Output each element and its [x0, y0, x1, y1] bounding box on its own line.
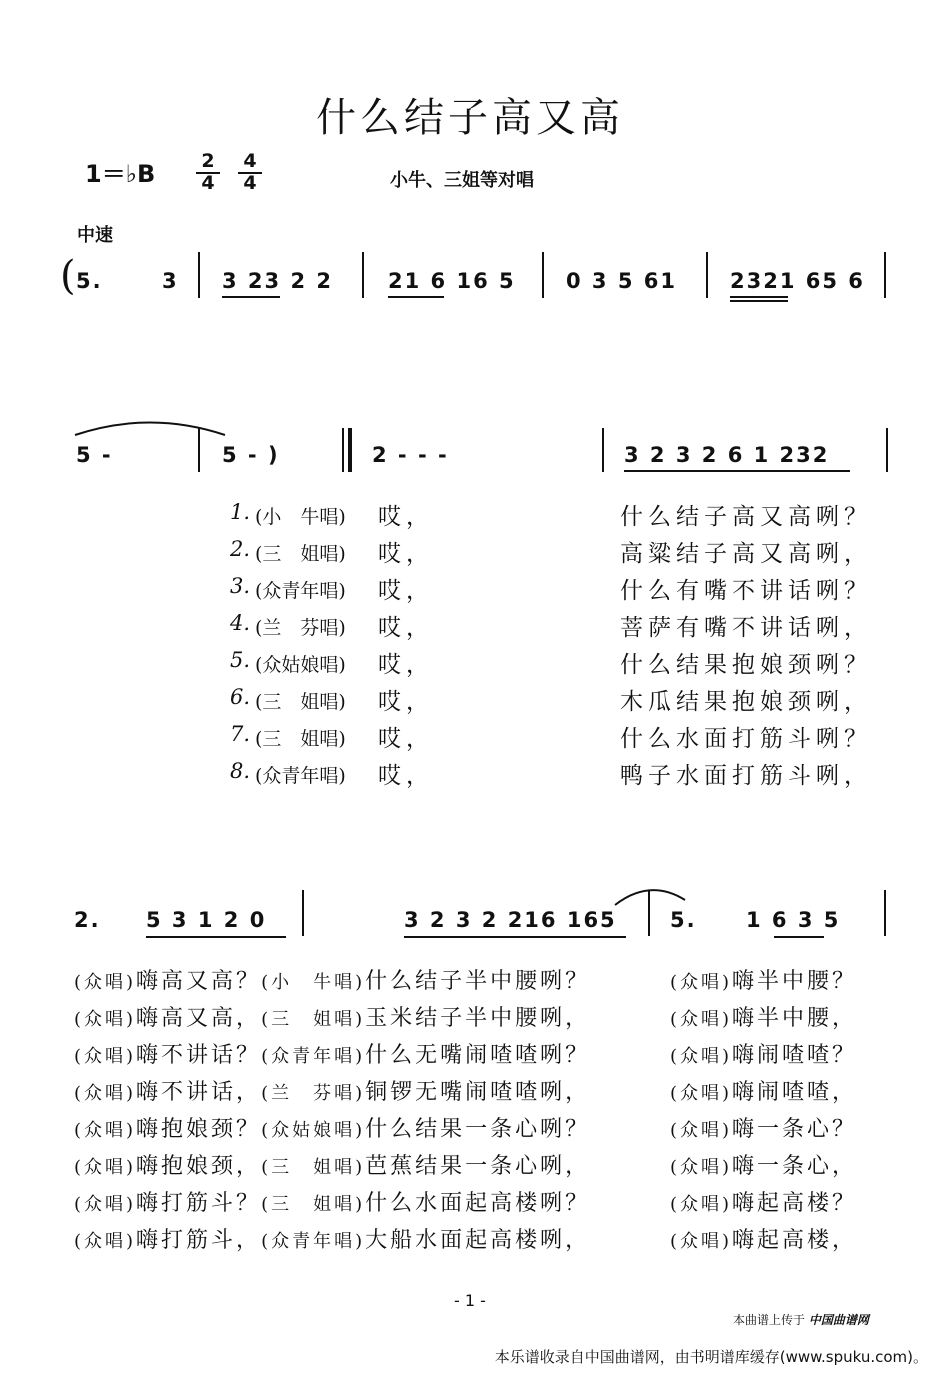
verse2-text: 芭蕉结果一条心咧， — [365, 1154, 591, 1179]
staff3-note: 5. — [670, 908, 697, 932]
verse-line: 什么结果抱娘颈咧？ — [620, 652, 872, 678]
verse2-text: 嗨半中腰？ — [732, 969, 858, 994]
verse-role: (众姑娘唱) — [255, 654, 346, 676]
chorus-label: (众唱) — [670, 972, 733, 993]
verse-hai: 哎， — [378, 726, 434, 752]
verse-number: 3. — [230, 574, 251, 598]
footer-source: 本乐谱收录自中国曲谱网，由书明谱库缓存(www.spuku.com)。 — [494, 1348, 928, 1366]
verse-number: 5. — [230, 648, 251, 672]
beam-line — [388, 296, 444, 298]
page-number: - 1 - — [454, 1291, 486, 1310]
verse2-row — [74, 1001, 590, 1032]
chorus-label: (众唱) — [74, 1083, 137, 1104]
verse-line: 高粱结子高又高咧， — [620, 541, 872, 567]
barline — [362, 252, 364, 298]
beam-line — [730, 300, 788, 302]
chorus-label: (众唱) — [74, 1120, 137, 1141]
staff2-note: 5 - — [76, 443, 113, 467]
verse-line: 菩萨有嘴不讲话咧， — [620, 615, 872, 641]
verse-hai: 哎， — [378, 504, 434, 530]
brace-symbol: ( — [60, 253, 76, 299]
staff1-note: 0 3 5 61 — [566, 269, 677, 293]
verse2-tail — [670, 1075, 857, 1106]
verse-role: (众青年唱) — [255, 580, 346, 602]
barline — [884, 890, 886, 936]
verse2-tail — [670, 1001, 857, 1032]
chorus-label: (众唱) — [670, 1083, 733, 1104]
verse2-text: 嗨不讲话， — [136, 1080, 262, 1105]
staff2-note: 5 - ) — [222, 443, 280, 467]
verse-number: 1. — [230, 500, 251, 524]
chorus-label: (众唱) — [670, 1046, 733, 1067]
verse-role: (三 姐唱) — [255, 691, 346, 713]
repeat-barline-thick — [342, 428, 344, 472]
verse2-text: 嗨抱娘颈， — [136, 1154, 262, 1179]
verse2-role: (众青年唱) — [261, 1046, 366, 1067]
verse2-text: 玉米结子半中腰咧， — [365, 1006, 591, 1031]
verse2-text: 嗨一条心？ — [732, 1117, 858, 1142]
song-title: 什么结子高又高 — [316, 95, 624, 141]
verse-hai: 哎， — [378, 578, 434, 604]
staff1-note: 3 — [162, 269, 179, 293]
verse-hai: 哎， — [378, 615, 434, 641]
barline — [884, 252, 886, 298]
barline — [542, 252, 544, 298]
staff3-note: 3 2 3 2 216 165 — [404, 908, 617, 932]
verse2-tail — [670, 1038, 857, 1069]
chorus-label: (众唱) — [74, 1157, 137, 1178]
verse2-text: 嗨高又高， — [136, 1006, 262, 1031]
verse-line: 鸭子水面打筋斗咧， — [620, 763, 872, 789]
verse-hai: 哎， — [378, 652, 434, 678]
chorus-label: (众唱) — [74, 1194, 137, 1215]
barline — [602, 428, 604, 472]
verse-number: 6. — [230, 685, 251, 709]
verse2-text: 什么无嘴闹喳喳咧？ — [365, 1043, 591, 1068]
verse2-row — [74, 1186, 590, 1217]
verse2-row — [74, 964, 590, 995]
verse2-tail — [670, 964, 857, 995]
verse2-text: 嗨一条心， — [732, 1154, 858, 1179]
chorus-label: (众唱) — [74, 1046, 137, 1067]
verse-role: (三 姐唱) — [255, 728, 346, 750]
verse2-tail — [670, 1112, 857, 1143]
chorus-label: (众唱) — [74, 1009, 137, 1030]
verse2-text: 嗨闹喳喳？ — [732, 1043, 858, 1068]
time-signature-4-4: $\frac{4}{4}$ — [238, 152, 262, 193]
chorus-label: (众唱) — [670, 1231, 733, 1252]
upload-note — [733, 1311, 869, 1328]
verse2-text: 大船水面起高楼咧， — [365, 1228, 591, 1253]
verse2-text: 嗨闹喳喳， — [732, 1080, 858, 1105]
verse-role: (小 牛唱) — [255, 506, 346, 528]
chorus-label: (众唱) — [670, 1194, 733, 1215]
verse-role: (三 姐唱) — [255, 543, 346, 565]
verse2-text: 嗨不讲话？ — [136, 1043, 262, 1068]
verse2-text: 什么结果一条心咧？ — [365, 1117, 591, 1142]
site-logo: 中国曲谱网 — [808, 1313, 869, 1327]
chorus-label: (众唱) — [670, 1120, 733, 1141]
verse2-text: 嗨抱娘颈？ — [136, 1117, 262, 1142]
barline — [886, 428, 888, 472]
verse2-row — [74, 1038, 590, 1069]
slur-mark — [610, 880, 690, 910]
tempo-marking: 中速 — [77, 225, 113, 246]
verse2-role: (三 姐唱) — [261, 1194, 366, 1215]
beam-line — [222, 296, 280, 298]
beam-line — [146, 936, 286, 938]
staff1-note: 21 6 16 5 — [388, 269, 516, 293]
verse-hai: 哎， — [378, 689, 434, 715]
beam-line — [730, 296, 788, 298]
verse-line: 什么有嘴不讲话咧？ — [620, 578, 872, 604]
staff1-note: 2321 65 6 — [730, 269, 865, 293]
repeat-barline-thick — [348, 428, 352, 472]
staff2-note: 2 - - - — [372, 443, 449, 467]
verse-number: 7. — [230, 722, 251, 746]
verse2-text: 嗨打筋斗， — [136, 1228, 262, 1253]
verse2-tail — [670, 1149, 857, 1180]
time-signature-2-4: $\frac{2}{4}$ — [196, 152, 220, 193]
beam-line — [404, 936, 626, 938]
beam-line — [624, 470, 850, 472]
verse-hai: 哎， — [378, 541, 434, 567]
verse2-text: 嗨高又高？ — [136, 969, 262, 994]
verse2-row — [74, 1149, 590, 1180]
barline — [198, 252, 200, 298]
verse2-text: 什么水面起高楼咧？ — [365, 1191, 591, 1216]
verse2-role: (众姑娘唱) — [261, 1120, 366, 1141]
verse2-text: 嗨打筋斗？ — [136, 1191, 262, 1216]
verse2-text: 什么结子半中腰咧？ — [365, 969, 591, 994]
verse-number: 4. — [230, 611, 251, 635]
verse2-text: 铜锣无嘴闹喳喳咧， — [365, 1080, 591, 1105]
verse2-row — [74, 1075, 590, 1106]
verse2-tail — [670, 1186, 857, 1217]
verse2-text: 嗨起高楼， — [732, 1228, 858, 1253]
verse-line: 什么水面打筋斗咧？ — [620, 726, 872, 752]
upload-note-text: 本曲谱上传于 — [733, 1313, 806, 1327]
verse2-row — [74, 1223, 590, 1254]
staff3-note: 2. — [74, 908, 101, 932]
barline — [706, 252, 708, 298]
beam-line — [774, 936, 824, 938]
verse2-text: 嗨半中腰， — [732, 1006, 858, 1031]
verse-number: 8. — [230, 759, 251, 783]
verse-number: 2. — [230, 537, 251, 561]
verse-hai: 哎， — [378, 763, 434, 789]
staff3-note: 1 6 3 5 — [746, 908, 841, 932]
verse2-tail — [670, 1223, 857, 1254]
verse2-role: (三 姐唱) — [261, 1157, 366, 1178]
key-signature: 1＝♭B — [85, 160, 156, 188]
singers-note: 小牛、三姐等对唱 — [390, 170, 534, 191]
verse2-role: (小 牛唱) — [261, 972, 366, 993]
staff1-note: 5. — [76, 269, 103, 293]
chorus-label: (众唱) — [670, 1157, 733, 1178]
staff1-note: 3 23 2 2 — [222, 269, 333, 293]
barline — [302, 890, 304, 936]
chorus-label: (众唱) — [670, 1009, 733, 1030]
staff3-note: 5 3 1 2 0 — [146, 908, 267, 932]
slur-mark — [70, 415, 230, 445]
barline — [198, 428, 200, 472]
verse-role: (众青年唱) — [255, 765, 346, 787]
verse2-role: (兰 芬唱) — [261, 1083, 366, 1104]
verse2-role: (三 姐唱) — [261, 1009, 366, 1030]
staff2-note: 3 2 3 2 6 1 232 — [624, 443, 830, 467]
verse2-text: 嗨起高楼？ — [732, 1191, 858, 1216]
verse-line: 木瓜结果抱娘颈咧， — [620, 689, 872, 715]
chorus-label: (众唱) — [74, 972, 137, 993]
verse-role: (兰 芬唱) — [255, 617, 346, 639]
verse2-row — [74, 1112, 590, 1143]
barline — [648, 890, 650, 936]
verse-line: 什么结子高又高咧？ — [620, 504, 872, 530]
verse2-role: (众青年唱) — [261, 1231, 366, 1252]
chorus-label: (众唱) — [74, 1231, 137, 1252]
